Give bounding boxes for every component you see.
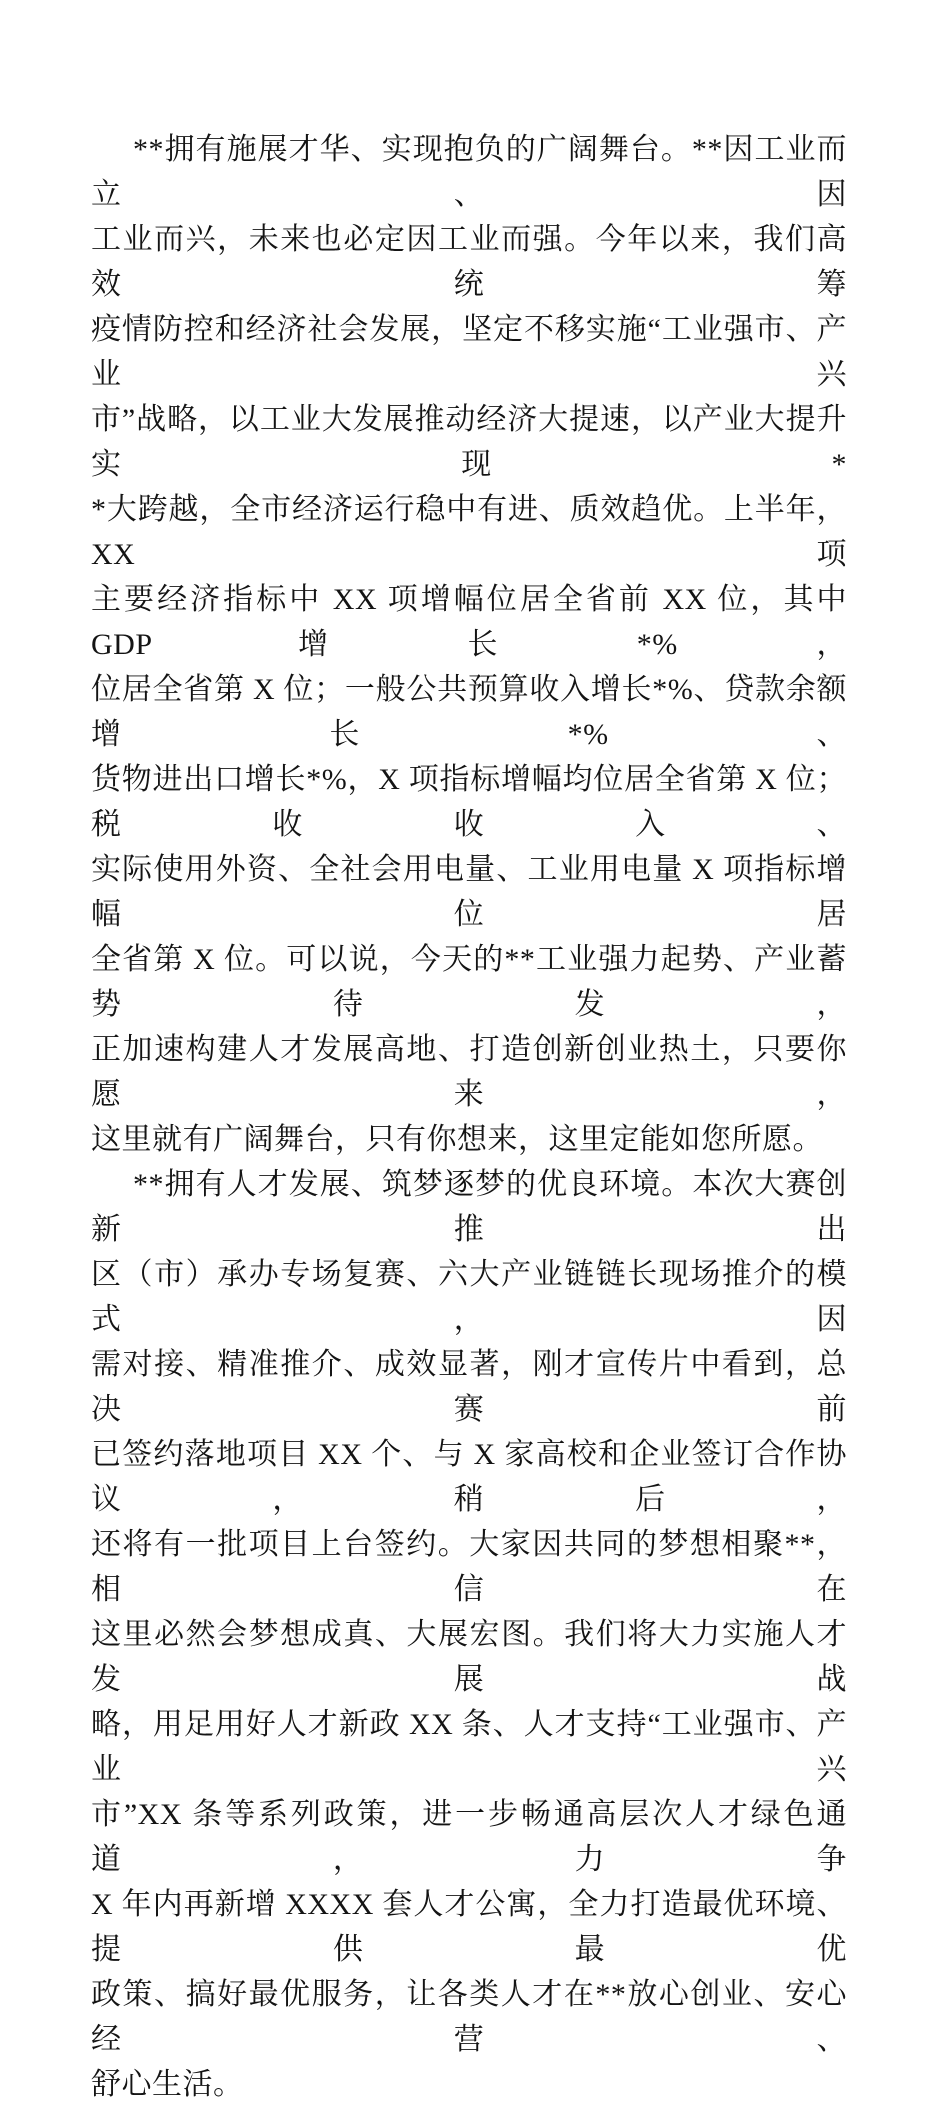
text-line: 舒心生活。 bbox=[91, 2068, 244, 2101]
text-line: 市”XX 条等系列政策，进一步畅通高层次人才绿色通道，力争 bbox=[91, 1798, 847, 1876]
text-line: 已签约落地项目 XX 个、与 X 家高校和企业签订合作协议，稍后， bbox=[91, 1438, 847, 1516]
text-line: 正加速构建人才发展高地、打造创新创业热土，只要你愿来， bbox=[91, 1033, 847, 1111]
text-line: 还将有一批项目上台签约。大家因共同的梦想相聚**，相信在 bbox=[91, 1528, 847, 1606]
paragraph bbox=[91, 1162, 847, 2107]
text-line: 需对接、精准推介、成效显著，刚才宣传片中看到，总决赛前 bbox=[91, 1348, 847, 1426]
text-line: **拥有施展才华、实现抱负的广阔舞台。**因工业而立、因 bbox=[91, 133, 847, 211]
text-line: 主要经济指标中 XX 项增幅位居全省前 XX 位，其中 GDP 增长*%， bbox=[91, 583, 847, 661]
text-line: 疫情防控和经济社会发展，坚定不移实施“工业强市、产业兴 bbox=[91, 313, 847, 391]
text-line: 市”战略，以工业大发展推动经济大提速，以产业大提升实现* bbox=[91, 403, 847, 481]
document-body bbox=[91, 127, 847, 2107]
paragraph bbox=[91, 127, 847, 1162]
text-line: 略，用足用好人才新政 XX 条、人才支持“工业强市、产业兴 bbox=[91, 1708, 847, 1786]
text-line: 全省第 X 位。可以说，今天的**工业强力起势、产业蓄势待发， bbox=[91, 943, 847, 1021]
text-line: **拥有人才发展、筑梦逐梦的优良环境。本次大赛创新推出 bbox=[91, 1168, 847, 1246]
text-line: 这里就有广阔舞台，只有你想来，这里定能如您所愿。 bbox=[91, 1123, 823, 1156]
text-line: 位居全省第 X 位；一般公共预算收入增长*%、贷款余额增长*%、 bbox=[91, 673, 847, 751]
text-line: 货物进出口增长*%，X 项指标增幅均位居全省第 X 位；税收收入、 bbox=[91, 763, 847, 841]
text-line: 工业而兴，未来也必定因工业而强。今年以来，我们高效统筹 bbox=[91, 223, 847, 301]
text-line: 区（市）承办专场复赛、六大产业链链长现场推介的模式，因 bbox=[91, 1258, 847, 1336]
text-line: 政策、搞好最优服务，让各类人才在**放心创业、安心经营、 bbox=[91, 1978, 847, 2056]
text-line: X 年内再新增 XXXX 套人才公寓，全力打造最优环境、提供最优 bbox=[91, 1888, 847, 1966]
text-line: 实际使用外资、全社会用电量、工业用电量 X 项指标增幅位居 bbox=[91, 853, 847, 931]
text-line: 这里必然会梦想成真、大展宏图。我们将大力实施人才发展战 bbox=[91, 1618, 847, 1696]
text-line: *大跨越，全市经济运行稳中有进、质效趋优。上半年，XX 项 bbox=[91, 493, 847, 571]
